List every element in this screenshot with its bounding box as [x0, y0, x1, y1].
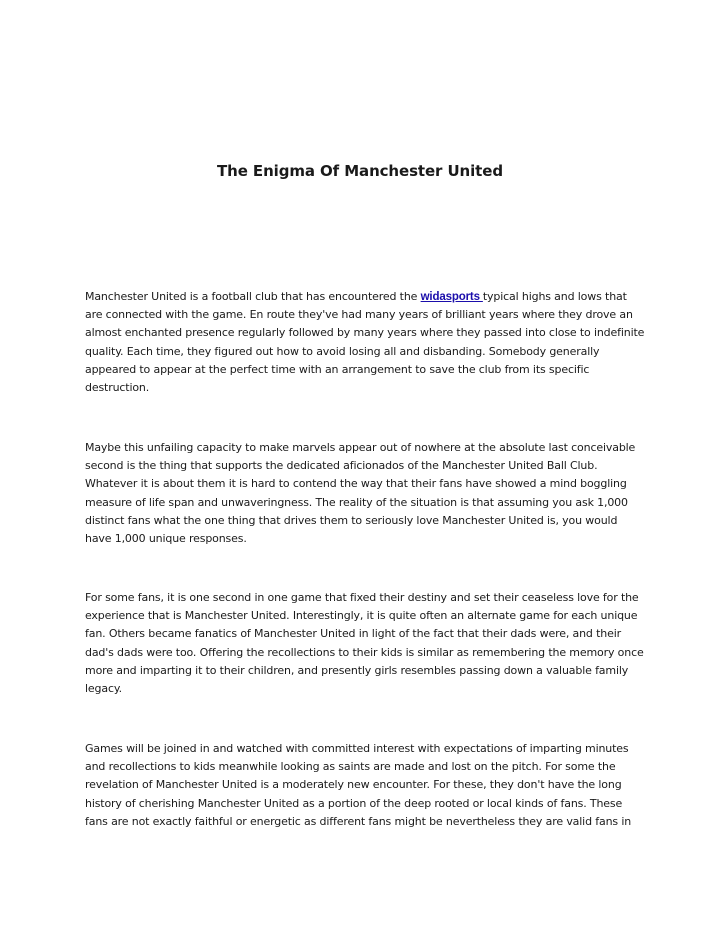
paragraph-1: [85, 288, 645, 397]
paragraph-4: Games will be joined in and watched with committed interest with expectations of imparting minutes and recollections to kids meanwhile looking as saints are made and lost on the pitch. For some the revelation of Manchester United is a moderately new encounter. For these, they don't have the long history of cherishing Manchester United as a portion of the deep rooted or local kinds of fans. These fans are not exactly faithful or energetic as different fans might be nevertheless they are valid fans in: [85, 742, 632, 828]
paragraph-3: For some fans, it is one second in one game that fixed their destiny and set their ceaseless love for the experience that is Manchester United. Interestingly, it is quite often an alternate game for each unique fan. Others became fanatics of Manchester United in light of the fact that their dads were, and their dad's dads were too. Offering the recollections to their kids is similar as remembering the memory once more and imparting it to their children, and presently girls resembles passing down a valuable family legacy.: [85, 591, 644, 696]
document-title: The Enigma Of Manchester United: [217, 162, 503, 180]
paragraph-2: Maybe this unfailing capacity to make marvels appear out of nowhere at the absolute last conceivable second is the thing that supports the dedicated aficionados of the Manchester United Ball Club. Whatever it is about them it is hard to contend the way that their fans have showed a mind boggling measure of life span and unwaveringness. The reality of the situation is that assuming you ask 1,000 distinct fans what the one thing that drives them to seriously love Manchester United is, you would have 1,000 unique responses.: [85, 441, 636, 546]
widasports-link[interactable]: widasports: [420, 291, 483, 303]
paragraph-1-text-before: Manchester United is a football club that has encountered the: [85, 290, 421, 303]
paragraph-1-text-after: typical highs and lows that are connected with the game. En route they've had many years of brilliant years where they drove an almost enchanted presence regularly followed by many years where they passed into close to indefinite quality. Each time, they figured out how to avoid losing all and disbanding. Somebody generally appeared to appear at the perfect time with an arrangement to save the club from its specific destruction.: [85, 290, 645, 395]
